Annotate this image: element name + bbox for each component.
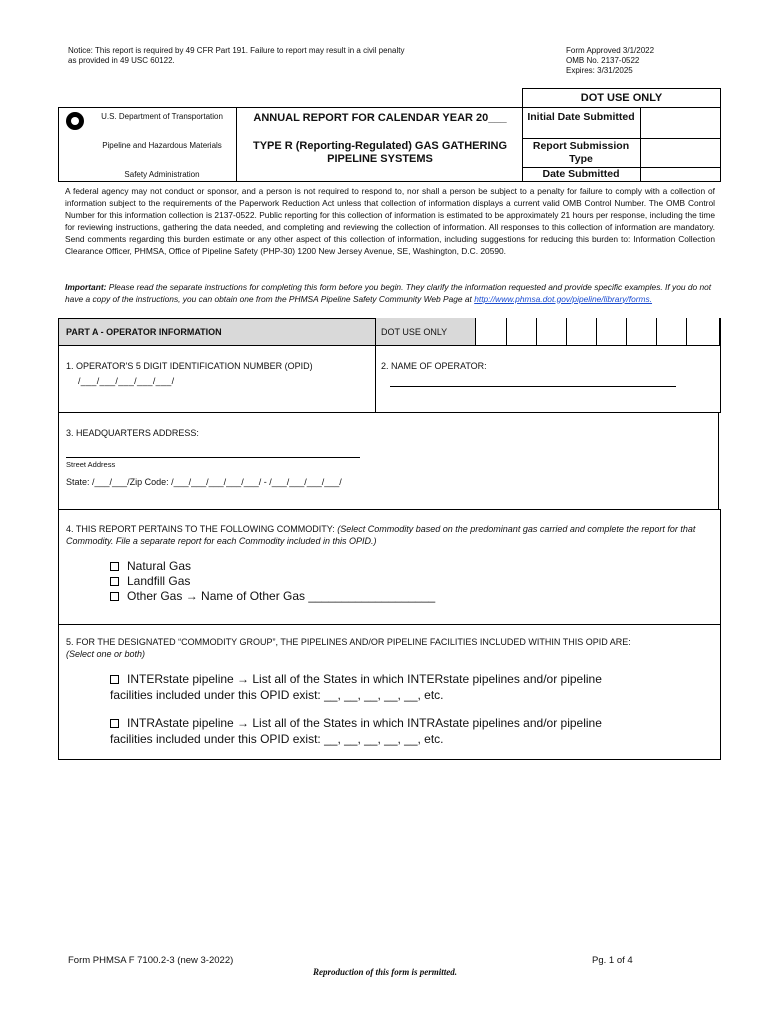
dot-value-divider — [640, 107, 641, 182]
other-gas-label: Other Gas → Name of Other Gas ___________________ — [127, 589, 436, 603]
initial-date-label: Initial Date Submitted — [527, 111, 635, 123]
part-a-dot-use-only: DOT USE ONLY — [381, 327, 448, 337]
dot-row-rule-1 — [522, 138, 721, 139]
dot-cell-6 — [626, 318, 656, 346]
submission-type-label: Report Submission Type — [532, 140, 630, 165]
page-number: Pg. 1 of 4 — [592, 955, 633, 966]
paperwork-reduction-notice: A federal agency may not conduct or sponsor, and a person is not required to respond to, nor shall a person be subject to a penalty for failure to comply with a collection of information subject to the requirements of the Paperwork Reduction Act unless that collection of information displays a current valid OMB Control Number. The OMB Control Number for this information collection is 2137-0522. Public reporting for this collection of information is estimated to be approximately 21 hours per response, including the time for reviewing instructions, gathering the data needed, and completing and reviewing the collection of information. All responses to this collection of information are mandatory. Send comments regarding this burden estimate or any other aspect of this collection of information, including suggestions for reducing this burden to: Information Collection Clearance Officer, PHMSA, Office of Pipeline Safety (PHP-30) 1200 New Jersey Avenue, SE, Washington, D.C. 20590. — [65, 186, 715, 256]
interstate-checkbox[interactable] — [110, 675, 119, 684]
dot-cell-5 — [596, 318, 626, 346]
zip-dash: - — [261, 477, 270, 487]
important-text: Please read the separate instructions for completing this form before you begin. They clarify the information requested and provide specific examples. If you do not have a copy of the instructions, you can obtain one from the PHMSA Pipeline Safety Community Web Page at — [65, 282, 712, 304]
notice-text — [68, 46, 488, 66]
agency-divider — [236, 107, 237, 182]
forms-link[interactable]: http://www.phmsa.dot.gov/pipeline/library/forms. — [474, 293, 653, 304]
expiration-date: Expires: 3/31/2025 — [566, 66, 633, 75]
part-a-title: PART A - OPERATOR INFORMATION — [66, 327, 222, 337]
agency-line-2: Pipeline and Hazardous Materials — [102, 141, 222, 150]
q5-question — [66, 636, 716, 660]
q5-label: 5. FOR THE DESIGNATED “COMMODITY GROUP”, THE PIPELINES AND/OR PIPELINE FACILITIES INCLUDED WITHIN THIS OPID ARE: — [66, 637, 631, 647]
intrastate-checkbox[interactable] — [110, 719, 119, 728]
option-other-gas[interactable] — [110, 588, 435, 604]
option-natural-gas[interactable] — [110, 558, 191, 574]
q3-box — [58, 412, 719, 510]
dot-cell-8 — [686, 318, 720, 346]
landfill-gas-label: Landfill Gas — [127, 574, 191, 588]
form-number: Form PHMSA F 7100.2-3 (new 3-2022) — [68, 955, 234, 966]
operator-name-field[interactable] — [390, 386, 676, 387]
operator-name-label: 2. NAME OF OPERATOR: — [381, 361, 487, 371]
omb-number: OMB No. 2137-0522 — [566, 56, 640, 65]
option-landfill-gas[interactable] — [110, 573, 190, 589]
option-interstate[interactable] — [110, 671, 602, 703]
dot-logo-icon — [66, 112, 84, 130]
interstate-line-1: INTERstate pipeline → List all of the States in which INTERstate pipelines and/or pipeline — [127, 672, 602, 686]
natural-gas-label: Natural Gas — [127, 559, 192, 573]
q5-instruction: (Select one or both) — [66, 649, 146, 659]
zip-label: Zip Code: — [129, 477, 169, 487]
commodity-instruction: (Select Commodity based on the predominant gas carried and complete the report for that Commodity. File a separate report for each Commodity included in this OPID.) — [66, 524, 696, 546]
date-submitted-label: Date Submitted — [542, 168, 620, 180]
notice-line-2: as provided in 49 USC 60122. — [68, 56, 175, 65]
approval-date: Form Approved 3/1/2022 — [566, 46, 655, 55]
dot-cell-1 — [475, 318, 506, 346]
reproduction-notice: Reproduction of this form is permitted. — [312, 967, 457, 977]
header-top-rule — [58, 107, 721, 108]
form-subtitle-line-2: PIPELINE SYSTEMS — [327, 153, 433, 165]
agency-line-3: Safety Administration — [124, 170, 200, 179]
header-bottom-rule — [58, 181, 721, 182]
state-field[interactable]: /___/___/ — [92, 477, 130, 487]
interstate-line-2: facilities included under this OPID exist: __, __, __, __, __, etc. — [110, 688, 444, 702]
street-address-field[interactable] — [66, 457, 360, 458]
agency-line-1: U.S. Department of Transportation — [101, 112, 223, 121]
important-label: Important: — [65, 282, 107, 292]
form-subtitle-line-1: TYPE R (Reporting-Regulated) GAS GATHERING — [252, 140, 508, 152]
approval-info — [566, 46, 706, 76]
commodity-label: 4. THIS REPORT PERTAINS TO THE FOLLOWING COMMODITY: — [66, 524, 338, 534]
other-gas-checkbox[interactable] — [110, 592, 119, 601]
dot-right-rule — [720, 88, 721, 182]
hq-address-label: 3. HEADQUARTERS ADDRESS: — [66, 428, 199, 438]
natural-gas-checkbox[interactable] — [110, 562, 119, 571]
state-zip-row — [66, 477, 342, 487]
dot-cell-4 — [566, 318, 596, 346]
state-label: State: — [66, 477, 90, 487]
opid-field[interactable]: /___/___/___/___/___/ — [78, 376, 175, 386]
dot-cell-3 — [536, 318, 566, 346]
header-left-rule — [58, 107, 59, 182]
form-title: ANNUAL REPORT FOR CALENDAR YEAR 20___ — [253, 112, 507, 124]
dot-cell-7 — [656, 318, 686, 346]
opid-label: 1. OPERATOR'S 5 DIGIT IDENTIFICATION NUMBER (OPID) — [66, 361, 313, 371]
commodity-question — [66, 523, 716, 547]
landfill-gas-checkbox[interactable] — [110, 577, 119, 586]
dot-left-rule — [522, 107, 523, 182]
important-notice — [65, 282, 715, 305]
intrastate-line-1: INTRAstate pipeline → List all of the States in which INTRAstate pipelines and/or pipeline — [127, 716, 602, 730]
dot-use-only-header: DOT USE ONLY — [522, 88, 721, 108]
dot-cell-2 — [506, 318, 536, 346]
intrastate-line-2: facilities included under this OPID exist: __, __, __, __, __, etc. — [110, 732, 444, 746]
q1-q2-divider — [375, 345, 376, 413]
street-address-label: Street Address — [66, 460, 116, 469]
zip-field[interactable]: /___/___/___/___/___/ — [171, 477, 262, 487]
zip4-field[interactable]: /___/___/___/___/ — [269, 477, 342, 487]
notice-line-1: Notice: This report is required by 49 CFR Part 191. Failure to report may result in a civil penalty — [68, 46, 405, 55]
option-intrastate[interactable] — [110, 715, 602, 747]
